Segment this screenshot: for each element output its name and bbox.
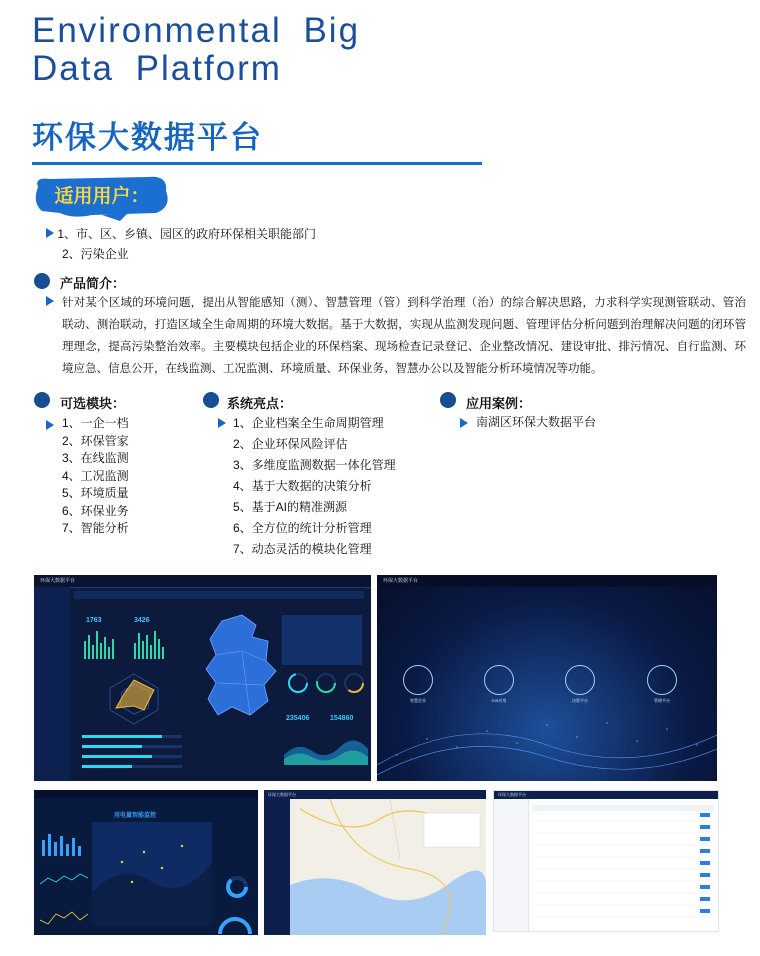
modules-title: 可选模块： [60, 396, 126, 411]
list-item: 2、环保管家 [62, 433, 129, 448]
english-title-line1: Environmental Big [32, 11, 361, 50]
table-sidebar [494, 799, 529, 931]
list-item: 5、环境质量 [62, 486, 129, 500]
stat-a: 1763 [86, 617, 102, 624]
list-item: 南湖区环保大数据平台 [476, 415, 597, 429]
power-map [92, 822, 212, 926]
stat-d: 154860 [330, 715, 354, 722]
list-item: 3、多维度监测数据一体化管理 [233, 458, 396, 472]
list-item: 7、动态灵活的模块化管理 [233, 542, 372, 556]
section-dot-icon [203, 392, 219, 408]
chinese-title: 环保大数据平台 [32, 120, 263, 155]
portal-label: 决策平台 [572, 698, 588, 703]
portal-node[interactable] [484, 665, 514, 703]
modules-list [62, 415, 129, 538]
bullet-arrow-icon [46, 296, 54, 306]
users-list [46, 224, 316, 264]
portal-node[interactable] [647, 665, 677, 703]
dashboard-tabs [74, 591, 364, 599]
portal-topbar [377, 575, 717, 587]
dashboard-topbar [34, 575, 371, 588]
list-item: 7、智能分析 [62, 521, 129, 535]
highlights-title: 系统亮点： [227, 396, 293, 411]
cases-list [476, 414, 596, 432]
bullet-arrow-icon [218, 418, 226, 428]
map-screenshot [264, 790, 486, 935]
section-dot-icon [34, 273, 50, 289]
dashboard-title: 环保大数据平台 [40, 578, 76, 584]
power-line-chart [40, 870, 88, 890]
city-map [290, 799, 486, 935]
portal-node[interactable] [403, 665, 433, 703]
table-topbar [494, 791, 718, 799]
list-item: 2、污染企业 [62, 247, 129, 261]
map-topbar [264, 790, 486, 799]
power-topbar [34, 790, 258, 798]
intro-title: 产品简介： [60, 276, 126, 291]
section-dot-icon [34, 392, 50, 408]
power-title: 用电量智能监控 [114, 813, 157, 819]
power-bar-chart [40, 830, 88, 856]
power-line-chart-2 [40, 908, 88, 928]
english-title [32, 12, 360, 88]
list-item: 1、企业档案全生命周期管理 [233, 416, 384, 430]
portal-screenshot [377, 575, 717, 781]
list-item: 2、企业环保风险评估 [233, 437, 348, 451]
portal-node[interactable] [565, 665, 595, 703]
english-title-line2: Data Platform [32, 49, 282, 88]
map-sidebar [264, 799, 290, 935]
list-item: 1、市、区、乡镇、园区的政府环保相关职能部门 [46, 224, 316, 244]
intro-text: 针对某个区域的环境问题，提出从智能感知（测）、智慧管理（管）到科学治理（治）的综合解决思路，力求科学实现测管联动、管治联动、测治联动，打造区域全生命周期的环境大数据。基于大数据，实现从监测发现问题、管理评估分析问题到治理解决问题的闭环管理理念，提高污染整治效率。主要模块包括企业的环保档案、现场检查记录登记、企业整改情况、建设审批、排污情况、自行监测、环境应急、信息公开，在线监测、工况监测、环境质量、环保业务、智慧办公以及智能分析环境情况等功能。 [62, 297, 746, 375]
list-item: 5、基于AI的精准溯源 [233, 500, 348, 514]
map-title: 环保大数据平台 [268, 792, 296, 797]
portal-label: 管理平台 [654, 698, 670, 703]
power-donut-chart [224, 874, 250, 900]
list-item: 4、基于大数据的决策分析 [233, 479, 372, 493]
table-title: 环保大数据平台 [498, 792, 526, 797]
portal-label: 智慧企业 [410, 698, 426, 703]
title-divider [32, 162, 482, 165]
dashboard-sidebar [34, 587, 70, 781]
coastline-shape [92, 822, 212, 926]
list-item: 4、工况监测 [62, 468, 129, 483]
portal-title: 环保大数据平台 [383, 578, 419, 584]
bullet-arrow-icon [46, 420, 54, 430]
bullet-arrow-icon [46, 228, 54, 238]
bar-sparkline [82, 629, 182, 659]
stat-c: 235406 [286, 715, 310, 722]
particle-wave [377, 695, 717, 781]
progress-bars [82, 733, 192, 775]
stat-b: 3426 [134, 617, 150, 624]
list-item: 6、全方位的统计分析管理 [233, 521, 372, 535]
highlights-list [233, 413, 396, 560]
gauge-row [286, 671, 366, 697]
data-table-panel [282, 615, 362, 665]
cases-title: 应用案例： [466, 396, 532, 411]
portal-label: GIS应用 [491, 698, 507, 703]
bullet-arrow-icon [460, 418, 468, 428]
table-screenshot [493, 790, 719, 932]
users-badge-label: 适用用户： [54, 186, 150, 207]
section-dot-icon [440, 392, 456, 408]
list-item: 3、在线监测 [62, 451, 129, 465]
region-map [202, 611, 282, 721]
dashboard-screenshot [34, 575, 371, 781]
data-table [532, 805, 714, 927]
area-wave-chart [284, 735, 368, 765]
radar-chart [104, 670, 164, 726]
list-item: 6、环保业务 [62, 503, 129, 518]
list-item: 1、一企一档 [62, 416, 129, 430]
power-monitor-screenshot [34, 790, 258, 935]
power-half-gauge [218, 914, 252, 934]
